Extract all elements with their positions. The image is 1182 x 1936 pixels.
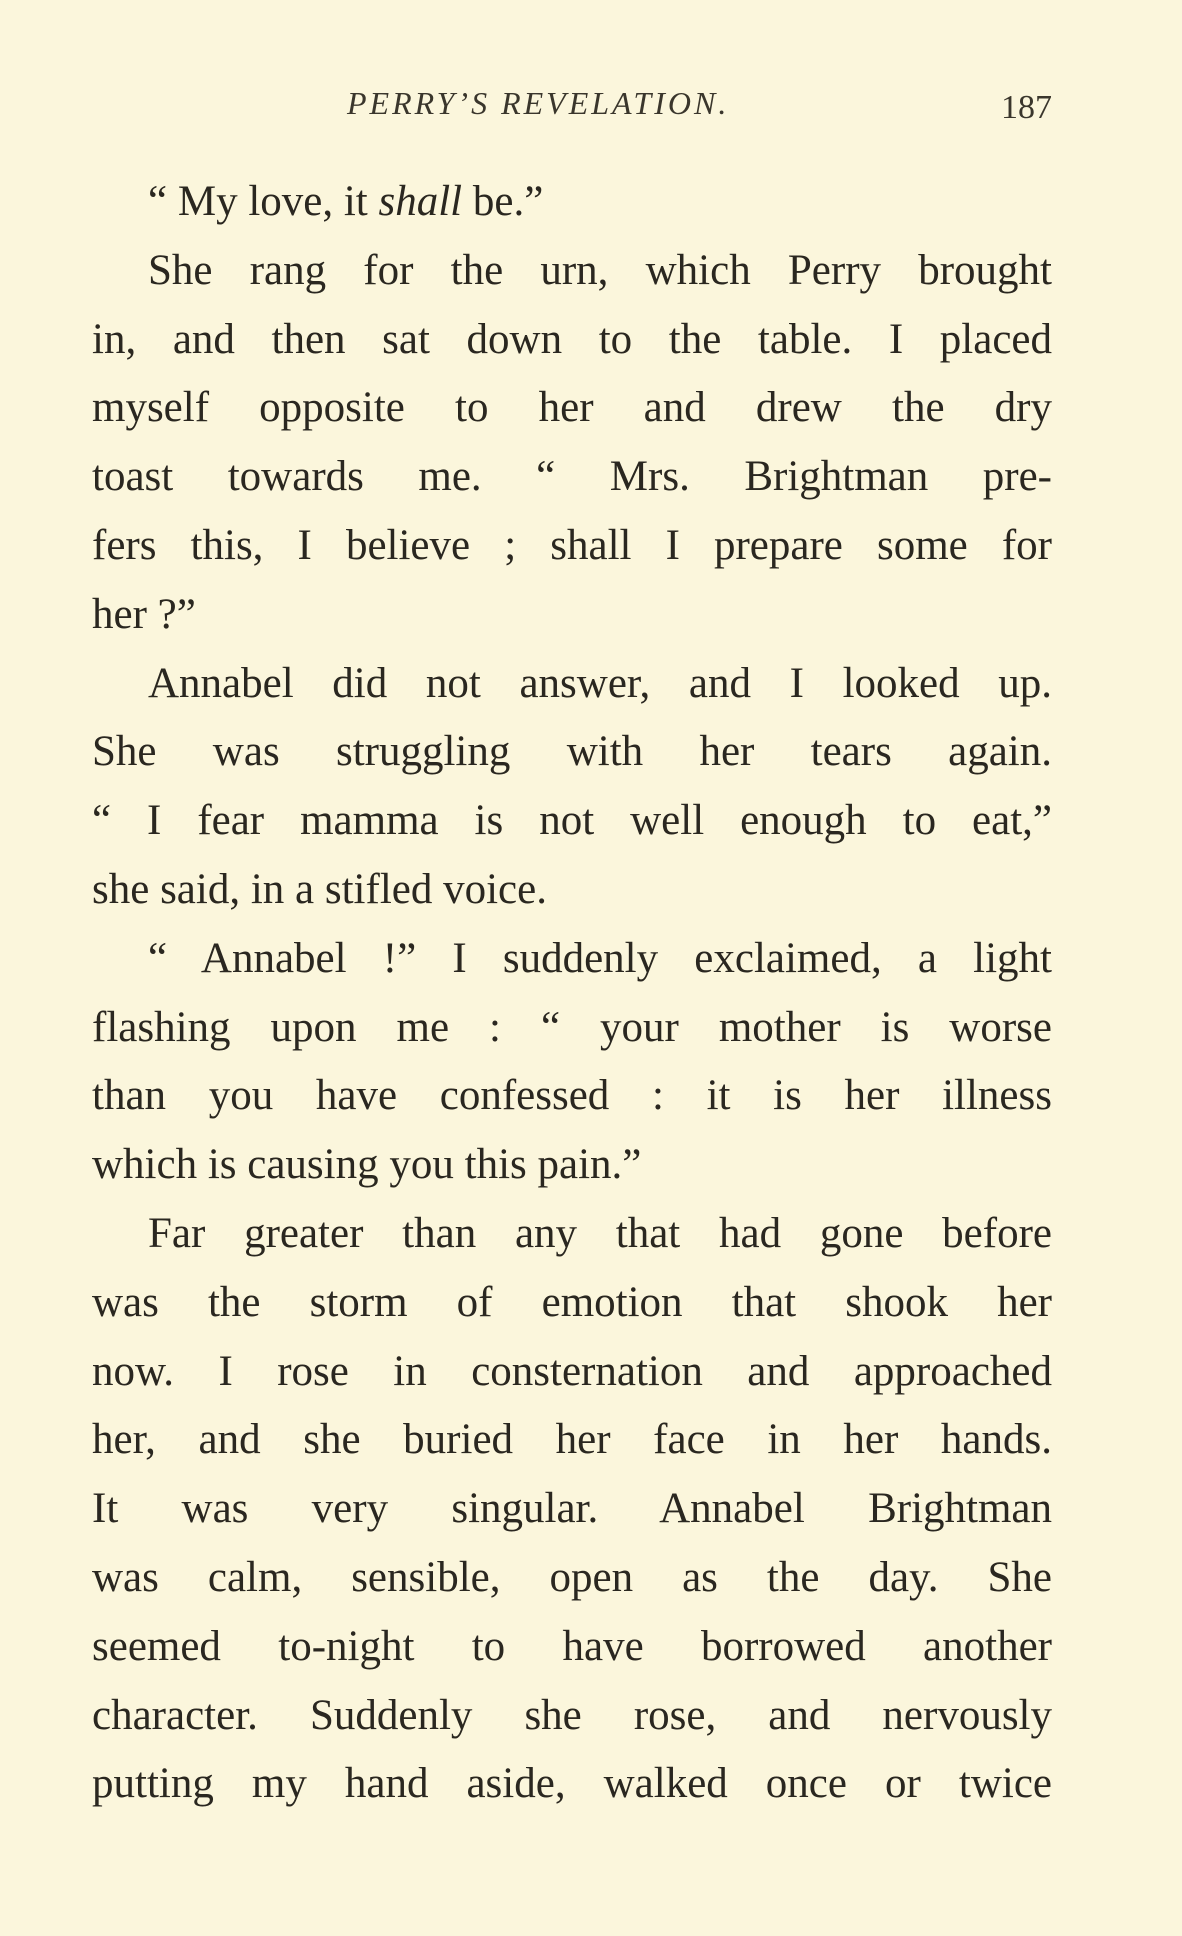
page-number: 187 [1001,89,1052,126]
text-line: in, and then sat down to the table. I placed [92,315,1052,363]
text-line: than you have confessed : it is her illness [92,1072,1052,1120]
text-line: putting my hand aside, walked once or twice [92,1760,1052,1808]
text-line: now. I rose in consternation and approached [92,1347,1052,1395]
text-line: It was very singular. Annabel Brightman [92,1485,1052,1533]
text-line: was calm, sensible, open as the day. She [92,1553,1052,1601]
text-line: fers this, I believe ; shall I prepare some for [92,521,1052,569]
running-title: PERRY’S REVELATION. [347,85,730,121]
text-line: She rang for the urn, which Perry brought [148,246,1052,294]
text-line: her, and she buried her face in her hands. [92,1416,1052,1464]
text-line: her ?” [92,590,196,638]
text-line: seemed to-night to have borrowed another [92,1622,1052,1670]
text-line: was the storm of emotion that shook her [92,1278,1052,1326]
text-line: Annabel did not answer, and I looked up. [148,659,1052,707]
emphasis: shall [378,178,463,225]
running-head [92,85,1052,145]
body-text [92,168,1052,1819]
text-line: She was struggling with her tears again. [92,728,1052,776]
text-line: Far greater than any that had gone before [148,1209,1052,1257]
text-line: “ I fear mamma is not well enough to eat,” [92,797,1052,845]
text-line: “ My love, it shall be.” [148,178,544,225]
text-line: which is causing you this pain.” [92,1141,642,1189]
text-line: “ Annabel !” I suddenly exclaimed, a light [148,934,1052,982]
text-line: character. Suddenly she rose, and nervously [92,1691,1052,1739]
text-line: toast towards me. “ Mrs. Brightman pre- [92,453,1052,501]
text-line: she said, in a stifled voice. [92,865,547,913]
text-line: myself opposite to her and drew the dry [92,384,1052,432]
text-line: flashing upon me : “ your mother is worse [92,1003,1052,1051]
